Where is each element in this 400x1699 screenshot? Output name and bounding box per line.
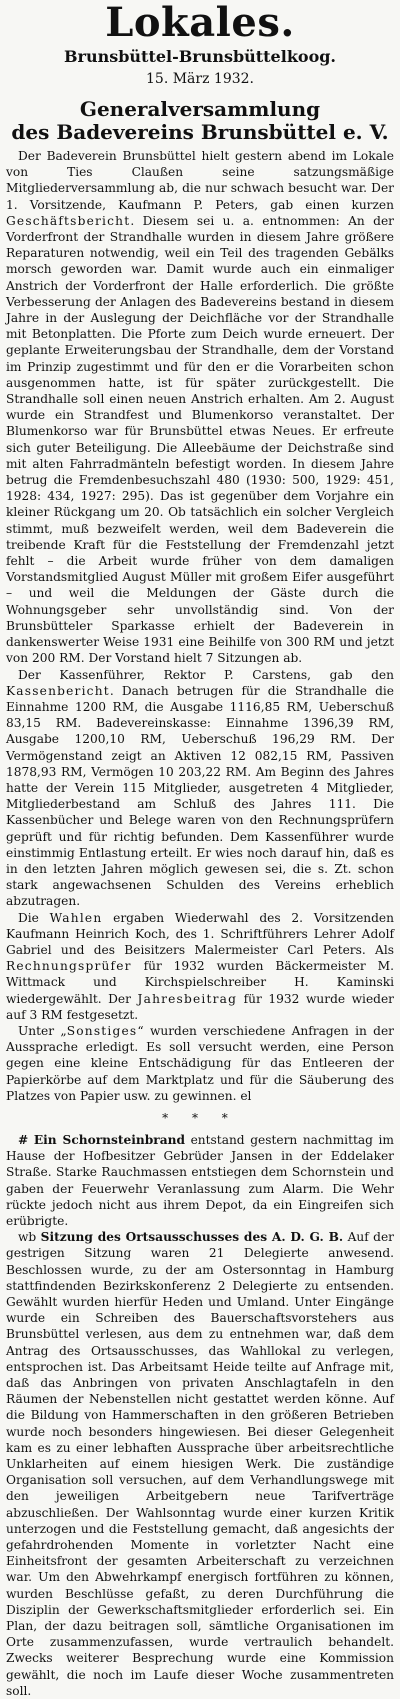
emphasis-term: Kassenbericht	[6, 683, 110, 698]
paragraph-text: Auf der gestrigen Sitzung waren 21 Delegierte anwesend. Beschlossen wurde, zu der am Ostersonntag in Hamburg stattfindenden Bezirkskonferenz 2 Delegierte zu entsenden. Gewählt wurden hierfür Heden und Umland. Unter Eingänge wurde ein Schreiben des Bauerschaftsvorstehers aus Brunsbüttel verlesen, aus dem zu entnehmen war, daß dem Antrag des Ortsausschusses, das Wahllokal zu verlegen, entsprochen ist. Das Arbeitsamt Heide teilte auf Anfrage mit, daß das Anbringen von privaten Anschlagtafeln in den Räumen der Nebenstellen nicht gestattet werden könne. Auf die Bildung von Hammerschaften in den größeren Betrieben wurde noch besonders hingewiesen. Bei dieser Gelegenheit kam es zu einer lebhaften Aussprache über arbeitsrechtliche Unklarheiten auf einem hiesigen Werk. Die zuständige Organisation soll versuchen, auf dem Verhandlungswege mit den jeweiligen Arbeitgebern neue Tarifverträge abzuschließen. Der Wahlsonntag wurde einer kurzen Kritik unterzogen und die Feststellung gemacht, daß angesichts der gefahrdrohenden Momente in vorletzter Nacht eine Einheitsfront der gesamten Arbeiterschaft zu verzeichnen war. Um den Abwehrkampf energisch fortführen zu können, wurden Beschlüsse gefaßt, zu deren Durchführung die Disziplin der Gewerkschaftsmitglieder erforderlich sei. Ein Plan, der dazu beitragen soll, sämtliche Organisationen im Orte zusammenzufassen, wurde vertraulich behandelt. Zwecks weiterer Besprechung wurde eine Kommission gewählt, die noch im Laufe dieser Woche zusammentreten soll.	[6, 1230, 395, 1698]
paragraph-text: Der Badeverein Brunsbüttel hielt gestern abend im Lokale von Ties Claußen seine satzungsmäßige Mitgliederversammlung ab, die nur schwach besucht war. Der 1. Vorsitzende, Kaufmann P. Peters, gab einen kurzen	[6, 149, 394, 212]
section-title: Lokales.	[105, 0, 295, 46]
article-paragraph	[6, 1132, 394, 1229]
item-lead: Ein Schornsteinbrand	[33, 1132, 185, 1147]
news-item-committee-meeting	[6, 1229, 394, 1699]
article-body	[6, 148, 394, 1104]
paragraph-text: Der Kassenführer, Rektor P. Carstens, gab den	[18, 667, 394, 682]
paragraph-text: “ wurden verschiedene Anfragen in der Aussprache erledigt. Es soll versucht werden, eine Person gegen eine kleine Entschädigung für das Entleeren der Papierkörbe auf dem Marktplatz und für die Säuberung des Platzes von Papier usw. zu gewinnen. el	[6, 1023, 394, 1103]
news-item-chimney-fire	[6, 1132, 394, 1229]
paragraph-text: . Danach betrugen für die Strandhalle die Einnahme 1200 RM, die Ausgabe 1116,85 RM, Ueberschuß 83,15 RM. Badevereinskasse: Einnahme 1396,39 RM, Ausgabe 1200,10 RM, Ueberschuß 196,29 RM. Der Vermögenstand zeigt an Aktiven 12 082,15 RM, Passiven 1878,93 RM, Vermögen 10 203,22 RM. Am Beginn des Jahres hatte der Verein 115 Mitglieder, ausgetreten 4 Mitglieder, Mitgliederbestand am Schluß des Jahres 111. Die Kassenbücher und Belege waren von den Rechnungsprüfern geprüft und für richtig befunden. Dem Kassenführer wurde einstimmig Entlastung erteilt. Er wies noch darauf hin, daß es in den letzten Jahren möglich gewesen sei, die s. Zt. schon stark angewachsenen Schulden des Vereins erheblich abzutragen.	[6, 683, 394, 909]
article-paragraph	[6, 667, 394, 910]
paragraph-text: entstand gestern nachmittag im Hause der Hofbesitzer Gebrüder Jansen in der Eddelaker Straße. Starke Rauchmassen entstiegen dem Schornstein und gaben der Feuerwehr Veranlassung zum Alarm. Die Wehr rückte jedoch nicht aus ihrem Depot, da ein Eingreifen sich erübrigte.	[6, 1132, 394, 1228]
item-marker: #	[18, 1132, 29, 1147]
article-paragraph	[6, 148, 394, 667]
item-marker: wb	[18, 1230, 37, 1245]
emphasis-term: Wahlen	[49, 910, 103, 925]
paragraph-text: für 1932 wurden Bäckermeister M. Wittmack und Kirchspielschreiber H. Kaminski wiedergewählt. Der	[6, 959, 394, 1006]
paragraph-text: Unter „	[18, 1023, 67, 1038]
paragraph-text: für 1932 wurde wieder auf 3 RM festgesetzt.	[6, 991, 395, 1022]
dateline-place: Brunsbüttel-Brunsbüttelkoog.	[64, 47, 336, 66]
emphasis-term: Geschäftsbericht	[6, 213, 131, 228]
paragraph-text: ergaben Wiederwahl des 2. Vorsitzenden Kaufmann Heinrich Koch, des 1. Schriftführers Lehrer Adolf Gabriel und des Beisitzers Malermeister Carl Peters. Als	[6, 910, 394, 957]
dateline-date: 15. März 1932.	[146, 71, 254, 87]
emphasis-term: Sonstiges	[66, 1023, 138, 1038]
article-paragraph	[6, 1229, 394, 1699]
article-headline-line1: Generalversammlung	[79, 97, 321, 121]
article-paragraph	[6, 1023, 394, 1104]
emphasis-term: Jahresbeitrag	[137, 991, 238, 1006]
article-headline-line2: des Badevereins Brunsbüttel e. V.	[11, 120, 389, 144]
emphasis-term: Rechnungsprüfer	[6, 959, 132, 974]
article-paragraph	[6, 910, 394, 1023]
paragraph-text: Die	[18, 910, 50, 925]
section-divider: * * *	[162, 1110, 238, 1125]
paragraph-text: . Diesem sei u. a. entnommen: An der Vorderfront der Strandhalle wurden in diesem Jahre größere Reparaturen notwendig, weil ein Teil des tragenden Gebälks morsch geworden war. Damit wurde auch ein einmaliger Anstrich der Vorderfront der Halle erforderlich. Die größte Verbesserung der Anlagen des Badevereins bestand in diesem Jahre in der Auslegung der Deichfläche vor der Strandhalle mit Betonplatten. Die Pforte zum Deich wurde erneuert. Der geplante Erweiterungsbau der Strandhalle, dem der Vorstand im Prinzip zugestimmt und für den er die Vorarbeiten schon ausgenommen hatte, ist für später zurückgestellt. Die Strandhalle soll einen neuen Anstrich erhalten. Am 2. August wurde ein Strandfest und Blumenkorso veranstaltet. Der Blumenkorso war für Brunsbüttel etwas Neues. Er erfreute sich guter Beteiligung. Die Alleebäume der Deichstraße sind mit alten Fahrradmänteln befestigt worden. In diesem Jahre betrug die Fremdenbesuchszahl 480 (1930: 500, 1929: 451, 1928: 434, 1927: 295). Das ist gegenüber dem Vorjahre ein kleiner Rückgang um 20. Ob tatsächlich ein solcher Vergleich stimmt, muß bezweifelt werden, weil dem Badeverein die treibende Kraft für die Feststellung der Fremdenzahl jetzt fehlt – die Arbeit wurde früher von dem damaligen Vorstandsmitglied August Müller mit großem Eifer ausgeführt – und weil die Meldungen der Gäste durch die Wohnungsgeber sehr unvollständig sind. Von der Brunsbütteler Sparkasse erhielt der Badeverein in dankenswerter Weise 1931 eine Beihilfe von 300 RM und jetzt von 200 RM. Der Vorstand hielt 7 Sitzungen ab.	[6, 213, 394, 666]
item-lead: Sitzung des Ortsausschusses des A. D. G. B.	[40, 1230, 344, 1245]
